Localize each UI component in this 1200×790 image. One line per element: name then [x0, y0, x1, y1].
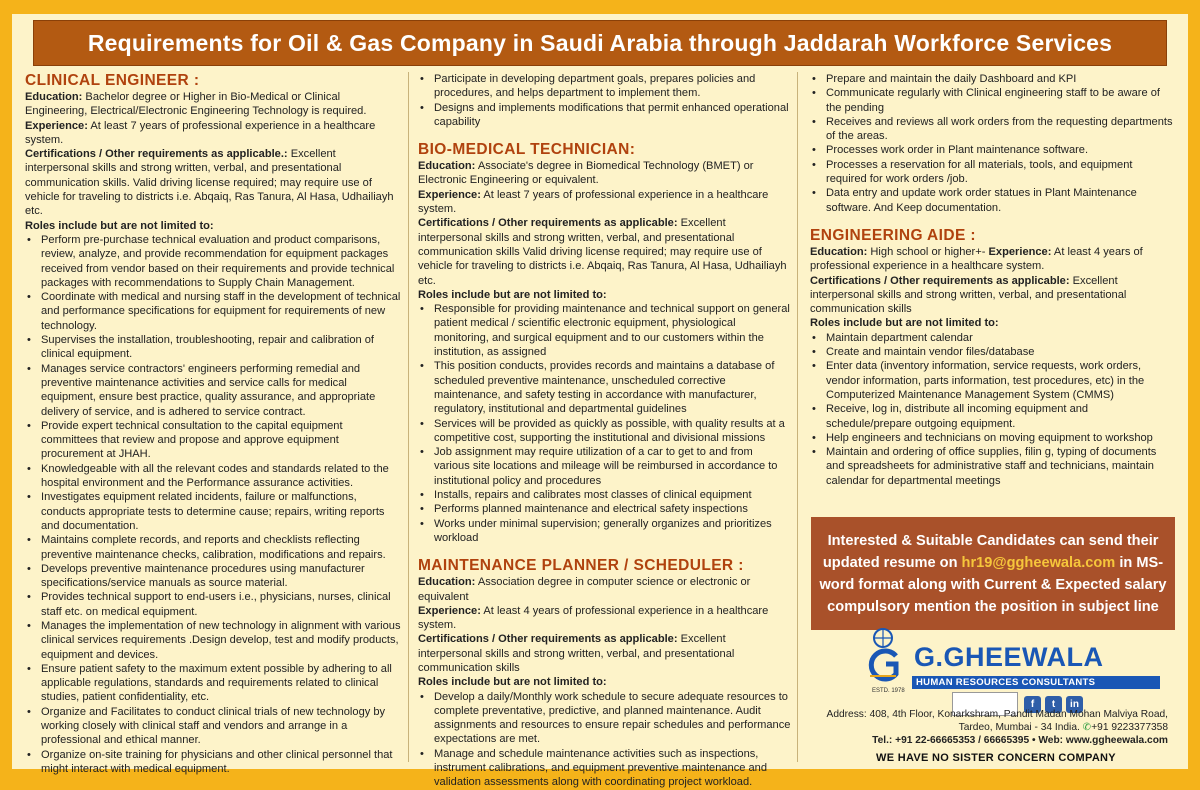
page-title: Requirements for Oil & Gas Company in Saudi Arabia through Jaddarah Workforce Services	[34, 21, 1166, 65]
list-item: • Job assignment may require utilization of a car to get to and from various site locations and mileage will be reimbursed in accordance to institutional policy and procedures	[418, 445, 791, 488]
address-line-2: Tardeo, Mumbai - 34 India. ✆+91 9223377358	[958, 722, 1168, 734]
clinical-experience: Experience: At least 7 years of professional experience in a healthcare system.	[25, 119, 376, 146]
whatsapp-icon: ✆	[1082, 722, 1092, 734]
apply-callout	[811, 517, 1175, 630]
list-item: • Maintain department calendar	[810, 331, 1175, 345]
list-item: • Supervises the installation, troubleshooting, repair and calibration of clinical equipment.	[25, 333, 402, 362]
list-item: • Enter data (inventory information, service requests, work orders, vendor information, parts information, test procedures, etc) in the Computerized Maintenance Management System (CMMS)	[810, 359, 1175, 402]
list-item: • Services will be provided as quickly as possible, with quality results at a competitive cost, supporting the institutional and divisional missions	[418, 417, 791, 446]
list-item: • Coordinate with medical and nursing staff in the development of technical and performance specifications for equipment for requirements of new technology.	[25, 290, 402, 333]
clinical-certifications: Certifications / Other requirements as applicable.: Excellent interpersonal skills and strong written, verbal, and presentational communication skills. Valid driving license required; may require use of vehicle for traveling to districts i.e. Abqaiq, Ras Tanura, Al Hasa, Udhailiayh etc.	[25, 148, 394, 218]
list-item: • Create and maintain vendor files/database	[810, 345, 1175, 359]
list-item: • Maintain and ordering of office supplies, filin g, typing of documents and spreadsheets for administrative staff and technicians, maintain calendar for departmental meetings	[810, 445, 1175, 488]
aide-education: Education: High school or higher+- Experience: At least 4 years of professional experience in a healthcare system.	[810, 245, 1143, 273]
list-item: • Organize and Facilitates to conduct clinical trials of new technology by working closely with clinical staff and vendors and arrange in a professional and ethical manner.	[25, 705, 402, 748]
no-sister-concern: WE HAVE NO SISTER CONCERN COMPANY	[876, 752, 1116, 764]
biomedical-education: Education: Associate's degree in Biomedical Technology (BMET) or Electronic Engineering or equivalent.	[418, 160, 754, 187]
column-right	[810, 72, 1175, 488]
biomedical-heading: BIO-MEDICAL TECHNICIAN:	[418, 141, 636, 159]
company-logo	[862, 626, 1172, 716]
list-item: • Installs, repairs and calibrates most classes of clinical equipment	[418, 488, 791, 502]
list-item: • Performs planned maintenance and electrical safety inspections	[418, 502, 791, 516]
list-item: • Manage and schedule maintenance activities such as inspections, instrument calibrations, and equipment preventive maintenance and validation assessments along with coordinating project workload.	[418, 747, 791, 790]
planner-roles-list	[418, 690, 791, 790]
list-item: • Manages service contractors' engineers performing remedial and preventive maintenance activities and service calls for medical equipment, ensure best practice, quality assurance, and appropriate delivery of service, and is adhered to service contract.	[25, 362, 402, 419]
facebook-icon[interactable]: f	[1024, 696, 1041, 713]
list-item: • Maintains complete records, and reports and checklists reflecting preventive maintenance checks, calibration, modifications and repairs.	[25, 533, 402, 562]
column-middle	[418, 72, 798, 789]
apply-text: Interested & Suitable Candidates can send their updated resume on hr19@ggheewala.com in MS-word format along with Current & Expected salary compulsory mention the position in subject line	[819, 532, 1167, 615]
established-label: ESTD. 1978	[872, 688, 905, 694]
list-item: • Designs and implements modifications that permit enhanced operational capability	[418, 101, 791, 130]
list-item: • Perform pre-purchase technical evaluation and product comparisons, review, analyze, and provide recommendation for equipment packages received from vendor based on their requirements and provide technical packages with recommendations to Supply Chain Management.	[25, 233, 402, 290]
list-item: • Help engineers and technicians on moving equipment to workshop	[810, 431, 1175, 445]
list-item: • Receives and reviews all work orders from the requesting departments of the areas.	[810, 115, 1175, 144]
list-item: • Processes a reservation for all materials, tools, and equipment required for work orders /job.	[810, 158, 1175, 187]
list-item: • Provide expert technical consultation to the capital equipment committees that review and propose and approve equipment procurement at JHAH.	[25, 419, 402, 462]
list-item: • This position conducts, provides records and maintains a database of scheduled preventive maintenance, unscheduled corrective maintenance, and safety testing in accordance with manufacturer, regulatory, institutional and departmental guidelines	[418, 359, 791, 416]
planner-education: Education: Association degree in computer science or electronic or equivalent	[418, 576, 751, 603]
linkedin-icon[interactable]: in	[1066, 696, 1083, 713]
planner-roles-continued	[810, 72, 1175, 215]
company-tagline: HUMAN RESOURCES CONSULTANTS	[912, 676, 1160, 689]
list-item: • Responsible for providing maintenance and technical support on general patient medical / scientific electronic equipment, physiological monitoring, and surgical equipment and to our customers within the institution, as assigned	[418, 302, 791, 359]
company-name: G.GHEEWALA	[914, 642, 1104, 672]
list-item: • Ensure patient safety to the maximum extent possible by adhering to all applicable regulations, standards and requirements related to clinical studies, patient confidentiality, etc.	[25, 662, 402, 705]
column-clinical-engineer	[25, 72, 409, 775]
clinical-engineer-heading: CLINICAL ENGINEER :	[25, 72, 200, 89]
aide-roles-list	[810, 331, 1175, 488]
planner-certifications: Certifications / Other requirements as applicable: Excellent interpersonal skills and strong written, verbal, and presentational communication skills	[418, 633, 735, 674]
list-item: • Receive, log in, distribute all incoming equipment and schedule/prepare outgoing equipment.	[810, 402, 1175, 431]
list-item: • Processes work order in Plant maintenance software.	[810, 143, 1175, 157]
clinical-roles-continued	[418, 72, 791, 129]
list-item: • Manages the implementation of new technology in alignment with various clinical services requirements .Design develop, test and modify products, equipment and devices.	[25, 619, 402, 662]
list-item: • Investigates equipment related incidents, failure or malfunctions, conducts appropriate tests to determine cause; repairs, writing reports and documentation.	[25, 490, 402, 533]
page	[12, 14, 1188, 789]
list-item: • Knowledgeable with all the relevant codes and standards related to the hospital environment and the Performance assurance activities.	[25, 462, 402, 491]
clinical-education: Education: Bachelor degree or Higher in Bio-Medical or Clinical Engineering, Electrical/Electronic Engineering Technology is required.	[25, 91, 367, 118]
list-item: • Develops preventive maintenance procedures using manufacturer specifications/service manuals as source material.	[25, 562, 402, 591]
aide-certifications: Certifications / Other requirements as applicable: Excellent interpersonal skills and strong written, verbal, and presentational communication skills	[810, 274, 1127, 316]
biomedical-roles-label: Roles include but are not limited to:	[418, 288, 607, 301]
list-item: • Participate in developing department goals, prepares policies and procedures, and helps department to implement them.	[418, 72, 791, 101]
biomedical-roles-list	[418, 302, 791, 545]
list-item: • Works under minimal supervision; generally organizes and prioritizes workload	[418, 517, 791, 546]
address-line-1: Address: 408, 4th Floor, Konarkshram, Pandit Madan Mohan Malviya Road,	[826, 709, 1168, 720]
biomedical-certifications: Certifications / Other requirements as applicable: Excellent interpersonal skills and strong written, verbal, and presentational communication skills Valid driving license required; may require use of vehicle for traveling to districts i.e. Abqaiq, Ras Tanura, Al Hasa, Udhailiayh etc.	[418, 217, 787, 287]
aide-heading: ENGINEERING AIDE :	[810, 226, 976, 244]
clinical-roles-list	[25, 233, 402, 776]
biomedical-experience: Experience: At least 7 years of professional experience in a healthcare system.	[418, 188, 769, 216]
aide-roles-label: Roles include but are not limited to:	[810, 317, 999, 330]
list-item: • Communicate regularly with Clinical engineering staff to be aware of the pending	[810, 86, 1175, 115]
planner-experience: Experience: At least 4 years of professional experience in a healthcare system.	[418, 604, 769, 632]
list-item: • Develop a daily/Monthly work schedule to secure adequate resources to complete preventative, predictive, and planned maintenance. Audit assignments and resources to ensure repair schedules and performance expectations are met.	[418, 690, 791, 747]
list-item: • Provides technical support to end-users i.e., physicians, nurses, clinical staff etc. on medical equipment.	[25, 590, 402, 619]
clinical-roles-label: Roles include but are not limited to:	[25, 219, 214, 232]
twitter-icon[interactable]: t	[1045, 696, 1062, 713]
list-item: • Data entry and update work order statues in Plant Maintenance software. And Keep documentation.	[810, 186, 1175, 215]
list-item: • Prepare and maintain the daily Dashboard and KPI	[810, 72, 1175, 86]
company-address	[812, 708, 1168, 748]
contact-line: Tel.: +91 22-66665353 / 66665395 • Web: www.ggheewala.com	[872, 735, 1168, 747]
planner-heading: MAINTENANCE PLANNER / SCHEDULER :	[418, 557, 744, 575]
list-item: • Organize on-site training for physicians and other clinical personnel that might interact with medical equipment.	[25, 748, 402, 777]
email-link[interactable]: hr19@ggheewala.com	[961, 554, 1116, 571]
planner-roles-label: Roles include but are not limited to:	[418, 676, 607, 689]
globe-g-logo-icon	[862, 626, 904, 688]
